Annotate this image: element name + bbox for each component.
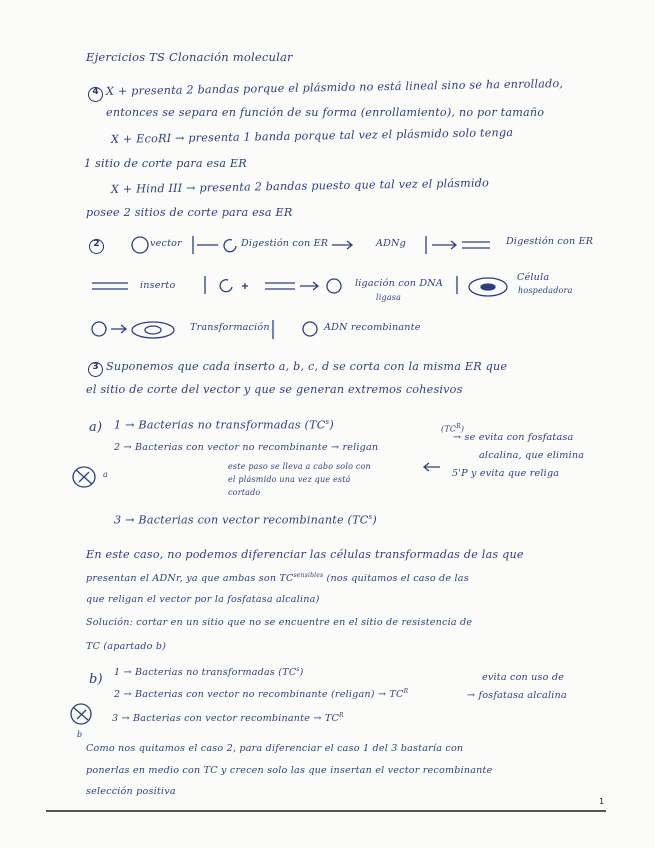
scribble-label-a: a bbox=[103, 470, 108, 479]
arrow-icon bbox=[424, 463, 440, 471]
part-b-item3: 3 → Bacterias con vector recombinante → $TC^R$ bbox=[112, 712, 344, 725]
part-b-note1: evita con uso de bbox=[482, 672, 565, 683]
section-number-2: 2 bbox=[89, 239, 104, 254]
ligation-label: ligación con DNA bbox=[355, 278, 444, 289]
ligasa-label: ligasa bbox=[376, 293, 402, 302]
phosphatase-note-2: alcalina, que elimina bbox=[479, 450, 585, 461]
arrow-icon bbox=[111, 325, 126, 333]
cut-plasmid-icon bbox=[220, 280, 232, 292]
part-a-label: a) bbox=[89, 420, 103, 435]
step-note-2: el plásmido una vez que está bbox=[228, 475, 351, 484]
cell-label: Célula bbox=[517, 272, 550, 283]
digestion-label-2: Digestión con ER bbox=[506, 236, 594, 247]
plasmid-circle-icon bbox=[327, 279, 341, 293]
plasmid-circle-icon bbox=[92, 322, 106, 336]
step-note-1: este paso se lleva a cabo solo con bbox=[228, 462, 371, 471]
page-number: 1 bbox=[599, 797, 605, 806]
ex4-line6: posee 2 sitios de corte para esa ER bbox=[86, 206, 293, 219]
phosphatase-note-1: → se evita con fosfatasa bbox=[453, 432, 574, 443]
ex4-line5: X + Hind III → presenta 2 bandas puesto que tal vez el plásmido bbox=[110, 176, 490, 196]
part-a-item2: 2 → Bacterias con vector no recombinante → religan bbox=[114, 442, 379, 453]
inserto-label: inserto bbox=[140, 280, 176, 291]
arrow-icon bbox=[432, 241, 456, 249]
end-line3: selección positiva bbox=[86, 786, 176, 797]
host-label: hospedadora bbox=[518, 286, 573, 295]
section-number-4: 4 bbox=[88, 87, 103, 102]
recombinant-label: ADN recombinante bbox=[324, 322, 421, 333]
ex4-line1: X + presenta 2 bandas porque el plásmido no está lineal sino se ha enrollado, bbox=[105, 77, 564, 98]
ex3-intro-line2: el sitio de corte del vector y que se generan extremos cohesivos bbox=[86, 383, 463, 396]
end-line2: ponerlas en medio con TC y crecen solo las que insertan el vector recombinante bbox=[86, 765, 493, 776]
ex3-intro-line1: Suponemos que cada inserto a, b, c, d se corta con la misma ER que bbox=[106, 360, 508, 373]
ex4-line3: X + EcoRI → presenta 1 banda porque tal vez el plásmido solo tenga bbox=[110, 125, 514, 146]
recombinant-plasmid-icon bbox=[303, 322, 317, 336]
para-line3: que religan el vector por la fosfatasa alcalina) bbox=[86, 594, 320, 605]
transformed-cell-icon bbox=[132, 322, 174, 338]
part-b-item1: 1 → Bacterias no transformadas $(TC^s)$ bbox=[114, 666, 304, 679]
phosphatase-note-3: 5'P y evita que religa bbox=[452, 468, 560, 479]
part-a-item3: 3 → Bacterias con vector recombinante $(TC^s)$ bbox=[114, 513, 377, 527]
vector-label: vector bbox=[150, 238, 182, 249]
cut-plasmid-icon bbox=[224, 240, 236, 252]
page-title: Ejercicios TS Clonación molecular bbox=[86, 50, 293, 64]
ex4-line2: entonces se separa en función de su forma (enrollamiento), no por tamaño bbox=[106, 106, 545, 119]
section-number-3: 3 bbox=[88, 362, 103, 377]
tcr-label: $(TC^R)$ bbox=[441, 423, 465, 434]
part-a-item1: 1 → Bacterias no transformadas $(TC^s)$ bbox=[114, 418, 334, 432]
step-note-3: cortado bbox=[228, 488, 261, 497]
ex4-line4: 1 sitio de corte para esa ER bbox=[84, 157, 247, 170]
part-b-item2: 2 → Bacterias con vector no recombinante (religan) → $TC^R$ bbox=[114, 688, 409, 701]
plasmid-circle-icon bbox=[132, 237, 148, 253]
end-line1: Como nos quitamos el caso 2, para diferenciar el caso 1 del 3 bastaría con bbox=[86, 743, 464, 754]
adng-label: ADNg bbox=[376, 238, 406, 249]
para-line2: presentan el ADNr, ya que ambas son $TC^{sensibles}$ (nos quitamos el caso de las bbox=[86, 572, 469, 585]
page-bottom-rule bbox=[46, 810, 606, 812]
arrow-icon bbox=[332, 241, 352, 249]
para-line1: En este caso, no podemos diferenciar las células transformadas de las que bbox=[86, 548, 524, 561]
solution-line2: TC (apartado b) bbox=[86, 641, 167, 652]
digestion-label: Digestión con ER bbox=[241, 238, 329, 249]
solution-line1: Solución: cortar en un sitio que no se encuentre en el sitio de resistencia de bbox=[86, 617, 473, 628]
scribble-label-b: b bbox=[77, 730, 83, 739]
part-b-label: b) bbox=[89, 672, 103, 687]
transform-label: Transformación bbox=[190, 322, 270, 333]
arrow-icon bbox=[300, 282, 318, 290]
part-b-note2: → fosfatasa alcalina bbox=[467, 690, 567, 701]
